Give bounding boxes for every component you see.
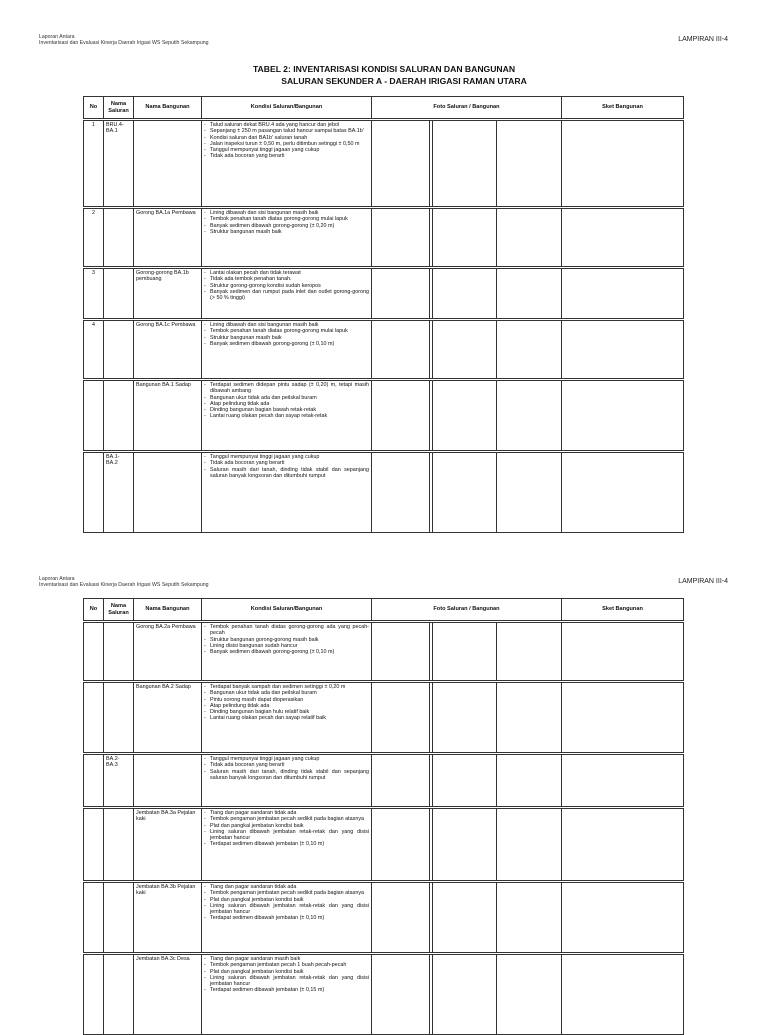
cell-kondisi bbox=[202, 453, 372, 533]
report-type: Laporan Antara bbox=[39, 34, 75, 40]
table-row bbox=[84, 209, 684, 267]
cell-no: 2 bbox=[84, 209, 104, 267]
condition-item: - Tanggul mempunyai tinggi jagaan yang cukup bbox=[204, 147, 369, 153]
condition-item: - Plat dan pangkal jembatan kondisi baik bbox=[204, 897, 369, 903]
condition-item: - Lining dibawah dan sisi bangunan masih baik bbox=[204, 322, 369, 328]
condition-item: - Lining saluran dibawah jembatan retak-retak dan yang disisi jembatan hancur bbox=[204, 829, 369, 842]
cell-no bbox=[84, 381, 104, 451]
condition-item: - Terdapat sedimen didepan pintu sadap (± 0,20) m, tetapi masih dibawah ambang bbox=[204, 382, 369, 395]
condition-item: - Lining saluran dibawah jembatan retak-retak dan yang disisi jembatan hancur bbox=[204, 975, 369, 988]
photo-frame bbox=[429, 683, 497, 752]
col-header-kondisi: Kondisi Saluran/Bangunan bbox=[202, 599, 372, 621]
condition-item: - Banyak sedimen dan rumput pada inlet dan outlet gorong-gorong (> 50 % tinggi) bbox=[204, 289, 369, 302]
condition-item: - Atap pelindung tidak ada bbox=[204, 703, 369, 709]
cell-foto bbox=[372, 683, 562, 753]
cell-no bbox=[84, 623, 104, 681]
condition-item: - Tanggul mempunyai tinggi jagaan yang cukup bbox=[204, 756, 369, 762]
photo-frame-line bbox=[432, 683, 433, 752]
condition-item: - Atap pelindung tidak ada bbox=[204, 401, 369, 407]
cell-foto bbox=[372, 755, 562, 807]
table-row bbox=[84, 955, 684, 1035]
appendix-label: LAMPIRAN III-4 bbox=[678, 36, 728, 43]
report-subtitle: Inventarisasi dan Evaluasi Kinerja Daerah Irigasi WS Seputih Sekampung bbox=[39, 582, 209, 589]
cell-foto bbox=[372, 381, 562, 451]
cell-saluran: BA.2-BA.3 bbox=[104, 755, 134, 807]
photo-frame bbox=[429, 955, 497, 1034]
condition-item: - Sepanjang ± 250 m pasangan talud hancur sampai batas BA.1b' bbox=[204, 128, 369, 134]
cell-kondisi bbox=[202, 809, 372, 881]
condition-item: - Lantai ruang olakan pecah dan sayap relatif baik bbox=[204, 715, 369, 721]
condition-item: - Bangunan ukur tidak ada dan peilskal buram bbox=[204, 395, 369, 401]
cell-foto bbox=[372, 809, 562, 881]
condition-list bbox=[204, 684, 369, 722]
photo-frame bbox=[429, 755, 497, 806]
col-header-bangunan: Nama Bangunan bbox=[134, 97, 202, 119]
cell-sket bbox=[562, 623, 684, 681]
table-row bbox=[84, 381, 684, 451]
condition-item: - Lining dibawah dan sisi bangunan masih baik bbox=[204, 210, 369, 216]
inventory-table bbox=[83, 598, 684, 1035]
condition-item: - Banyak sedimen dibawah gorong-gorong (± 0,20 m) bbox=[204, 223, 369, 229]
document-page-2 bbox=[0, 560, 768, 1024]
cell-no: 3 bbox=[84, 269, 104, 319]
condition-list bbox=[204, 884, 369, 922]
inventory-table bbox=[83, 96, 684, 533]
cell-bangunan: Gorong-gorong BA.1b pembuang bbox=[134, 269, 202, 319]
cell-no bbox=[84, 809, 104, 881]
cell-kondisi bbox=[202, 955, 372, 1035]
cell-saluran: BRU.4-BA.1 bbox=[104, 121, 134, 207]
cell-bangunan: Gorong BA.1a Pembawa bbox=[134, 209, 202, 267]
cell-bangunan: Bangunan BA.2 Sadap bbox=[134, 683, 202, 753]
condition-item: - Struktur gorong-gorong kondisi sudah keropos bbox=[204, 283, 369, 289]
cell-sket bbox=[562, 955, 684, 1035]
cell-no bbox=[84, 883, 104, 953]
table-title: TABEL 2: INVENTARISASI KONDISI SALURAN DAN BANGUNAN bbox=[252, 64, 516, 74]
cell-saluran bbox=[104, 809, 134, 881]
table-row bbox=[84, 269, 684, 319]
table-row bbox=[84, 809, 684, 881]
condition-item: - Tembok penahan tanah diatas gorong-gorong mulai lapuk bbox=[204, 328, 369, 334]
photo-frame-line bbox=[432, 883, 433, 952]
col-header-no: No bbox=[84, 599, 104, 621]
cell-foto bbox=[372, 121, 562, 207]
report-header bbox=[39, 576, 209, 589]
cell-sket bbox=[562, 269, 684, 319]
cell-saluran bbox=[104, 209, 134, 267]
cell-sket bbox=[562, 809, 684, 881]
cell-sket bbox=[562, 883, 684, 953]
cell-bangunan bbox=[134, 121, 202, 207]
cell-sket bbox=[562, 209, 684, 267]
cell-bangunan: Jembatan BA.3a Pejalan kaki bbox=[134, 809, 202, 881]
condition-list bbox=[204, 956, 369, 994]
cell-saluran: BA.1-BA.2 bbox=[104, 453, 134, 533]
condition-list bbox=[204, 454, 369, 479]
condition-item: - Dinding bangunan bagian hulu relatif baik bbox=[204, 709, 369, 715]
cell-no bbox=[84, 683, 104, 753]
photo-frame bbox=[429, 321, 497, 378]
condition-item: - Tidak ada tembok penahan tanah. bbox=[204, 276, 369, 282]
col-header-foto: Foto Saluran / Bangunan bbox=[372, 97, 562, 119]
cell-saluran bbox=[104, 955, 134, 1035]
condition-item: - Banyak sedimen dibawah gorong-gorong (± 0,10 m) bbox=[204, 649, 369, 655]
photo-frame-line bbox=[432, 453, 433, 532]
col-header-sket: Sket Bangunan bbox=[562, 599, 684, 621]
table-subtitle: SALURAN SEKUNDER A - DAERAH IRIGASI RAMAN UTARA bbox=[281, 76, 527, 86]
condition-item: - Saluran masih dari tanah, dinding tidak stabil dan sepanjang saluran banyak longsoran dan ditumbuhi rumput bbox=[204, 769, 369, 782]
cell-sket bbox=[562, 121, 684, 207]
cell-no: 1 bbox=[84, 121, 104, 207]
condition-item: - Lantai olakan pecah dan tidak terawat bbox=[204, 270, 369, 276]
cell-sket bbox=[562, 453, 684, 533]
cell-bangunan: Gorong BA.1c Pembawa bbox=[134, 321, 202, 379]
cell-bangunan bbox=[134, 755, 202, 807]
cell-saluran bbox=[104, 883, 134, 953]
report-subtitle: Inventarisasi dan Evaluasi Kinerja Daerah Irigasi WS Seputih Sekampung bbox=[39, 40, 209, 47]
table-row bbox=[84, 623, 684, 681]
table-row bbox=[84, 683, 684, 753]
condition-list bbox=[204, 270, 369, 301]
photo-frame-line bbox=[432, 955, 433, 1034]
table-row bbox=[84, 121, 684, 207]
photo-frame-line bbox=[432, 381, 433, 450]
condition-item: - Tidak ada bocoran yang berarti bbox=[204, 762, 369, 768]
cell-foto bbox=[372, 883, 562, 953]
cell-kondisi bbox=[202, 381, 372, 451]
condition-item: - Tembok penahan tanah diatas gorong-gorong ada yang pecah-pecah bbox=[204, 624, 369, 637]
condition-item: - Tembok pengaman jembatan pecah sedikit pada bagian atasnya bbox=[204, 890, 369, 896]
appendix-label: LAMPIRAN III-4 bbox=[678, 578, 728, 585]
condition-item: - Banyak sedimen dibawah gorong-gorong (± 0,10 m) bbox=[204, 341, 369, 347]
cell-sket bbox=[562, 321, 684, 379]
condition-item: - Tidak ada bocoran yang berarti bbox=[204, 460, 369, 466]
cell-sket bbox=[562, 755, 684, 807]
table-body bbox=[84, 621, 684, 1035]
cell-kondisi bbox=[202, 209, 372, 267]
condition-list bbox=[204, 210, 369, 235]
photo-frame-line bbox=[432, 209, 433, 266]
cell-saluran bbox=[104, 381, 134, 451]
photo-frame-line bbox=[432, 809, 433, 880]
cell-sket bbox=[562, 683, 684, 753]
photo-frame bbox=[429, 209, 497, 266]
photo-frame bbox=[429, 623, 497, 680]
cell-kondisi bbox=[202, 121, 372, 207]
condition-item: - Terdapat banyak sampah dan sedimen setinggi ± 0,20 m bbox=[204, 684, 369, 690]
cell-saluran bbox=[104, 321, 134, 379]
cell-bangunan: Jembatan BA.3c Desa bbox=[134, 955, 202, 1035]
cell-no bbox=[84, 755, 104, 807]
cell-saluran bbox=[104, 623, 134, 681]
col-header-foto: Foto Saluran / Bangunan bbox=[372, 599, 562, 621]
cell-kondisi bbox=[202, 623, 372, 681]
condition-item: - Tiang dan pagar sandaran tidak ada bbox=[204, 884, 369, 890]
photo-frame bbox=[429, 883, 497, 952]
cell-bangunan: Gorong BA.2a Pembawa bbox=[134, 623, 202, 681]
col-header-kondisi: Kondisi Saluran/Bangunan bbox=[202, 97, 372, 119]
photo-frame bbox=[429, 269, 497, 318]
cell-kondisi bbox=[202, 683, 372, 753]
condition-item: - Pintu sorong masih dapat dioperasikan bbox=[204, 697, 369, 703]
cell-saluran bbox=[104, 269, 134, 319]
col-header-no: No bbox=[84, 97, 104, 119]
condition-item: - Struktur bangunan masih baik bbox=[204, 335, 369, 341]
condition-item: - Talud saluran dekat BRU.4 ada yang hancur dan jebol bbox=[204, 122, 369, 128]
condition-item: - Tanggul mempunyai tinggi jagaan yang cukup bbox=[204, 454, 369, 460]
photo-frame-line bbox=[432, 623, 433, 680]
photo-frame bbox=[429, 453, 497, 532]
cell-saluran bbox=[104, 683, 134, 753]
condition-item: - Tiang dan pagar sandaran tidak ada bbox=[204, 810, 369, 816]
cell-kondisi bbox=[202, 321, 372, 379]
condition-item: - Plat dan pangkal jembatan kondisi baik bbox=[204, 823, 369, 829]
condition-item: - Lantai ruang olakan pecah dan sayap retak-retak bbox=[204, 413, 369, 419]
cell-kondisi bbox=[202, 883, 372, 953]
col-header-saluran: Nama Saluran bbox=[104, 97, 134, 119]
cell-foto bbox=[372, 453, 562, 533]
cell-kondisi bbox=[202, 269, 372, 319]
condition-item: - Terdapat sedimen dibawah jembatan (± 0,15 m) bbox=[204, 987, 369, 993]
report-header bbox=[39, 34, 209, 47]
table-row bbox=[84, 321, 684, 379]
table-row bbox=[84, 453, 684, 533]
cell-no bbox=[84, 955, 104, 1035]
condition-item: - Kondisi saluran dari BA1b' saluran tanah bbox=[204, 135, 369, 141]
cell-foto bbox=[372, 269, 562, 319]
photo-frame bbox=[429, 381, 497, 450]
table-body bbox=[84, 119, 684, 533]
cell-foto bbox=[372, 955, 562, 1035]
condition-item: - Struktur bangunan gorong-gorong masih baik bbox=[204, 637, 369, 643]
condition-list bbox=[204, 624, 369, 655]
condition-item: - Tidak ada bocoran yang berarti bbox=[204, 153, 369, 159]
cell-bangunan: Bangunan BA.1 Sadap bbox=[134, 381, 202, 451]
cell-sket bbox=[562, 381, 684, 451]
condition-item: - Terdapat sedimen dibawah jembatan (± 0,10 m) bbox=[204, 841, 369, 847]
table-row bbox=[84, 883, 684, 953]
condition-item: - Tiang dan pagar sandaran masih baik bbox=[204, 956, 369, 962]
cell-bangunan bbox=[134, 453, 202, 533]
photo-frame-line bbox=[432, 321, 433, 378]
cell-no bbox=[84, 453, 104, 533]
condition-item: - Tembok pengaman jembatan pecah 1 buah pecah-pecah bbox=[204, 962, 369, 968]
condition-item: - Tembok pengaman jembatan pecah sedikit pada bagian atasnya bbox=[204, 816, 369, 822]
condition-item: - Plat dan pangkal jembatan kondisi baik bbox=[204, 969, 369, 975]
cell-foto bbox=[372, 623, 562, 681]
condition-item: - Dinding bangunan bagian bawah retak-retak bbox=[204, 407, 369, 413]
condition-item: - Lining disisi bangunan sudah hancur bbox=[204, 643, 369, 649]
report-type: Laporan Antara bbox=[39, 576, 75, 582]
cell-no: 4 bbox=[84, 321, 104, 379]
condition-list bbox=[204, 810, 369, 848]
condition-item: - Terdapat sedimen dibawah jembatan (± 0,10 m) bbox=[204, 915, 369, 921]
condition-list bbox=[204, 322, 369, 347]
condition-item: - Jalan inspeksi turun ± 0,50 m, perlu ditimbun setinggi ± 0,50 m bbox=[204, 141, 369, 147]
col-header-saluran: Nama Saluran bbox=[104, 599, 134, 621]
photo-frame-line bbox=[432, 121, 433, 206]
table-header-row bbox=[84, 97, 684, 119]
cell-foto bbox=[372, 321, 562, 379]
condition-item: - Struktur bangunan masih baik bbox=[204, 229, 369, 235]
condition-item: - Bangunan ukur tidak ada dan peilskal buram bbox=[204, 690, 369, 696]
photo-frame-line bbox=[432, 755, 433, 806]
table-header-row bbox=[84, 599, 684, 621]
photo-frame-line bbox=[432, 269, 433, 318]
condition-list bbox=[204, 756, 369, 781]
cell-kondisi bbox=[202, 755, 372, 807]
col-header-sket: Sket Bangunan bbox=[562, 97, 684, 119]
table-row bbox=[84, 755, 684, 807]
condition-item: - Lining saluran dibawah jembatan retak-retak dan yang disisi jembatan hancur bbox=[204, 903, 369, 916]
condition-item: - Tembok penahan tanah diatas gorong-gorong mulai lapuk bbox=[204, 216, 369, 222]
condition-item: - Saluran masih dari tanah, dinding tidak stabil dan sepanjang saluran banyak longsoran dan ditumbuhi rumput bbox=[204, 467, 369, 480]
photo-frame bbox=[429, 121, 497, 206]
photo-frame bbox=[429, 809, 497, 880]
cell-foto bbox=[372, 209, 562, 267]
cell-bangunan: Jembatan BA.3b Pejalan kaki bbox=[134, 883, 202, 953]
condition-list bbox=[204, 382, 369, 420]
col-header-bangunan: Nama Bangunan bbox=[134, 599, 202, 621]
condition-list bbox=[204, 122, 369, 160]
